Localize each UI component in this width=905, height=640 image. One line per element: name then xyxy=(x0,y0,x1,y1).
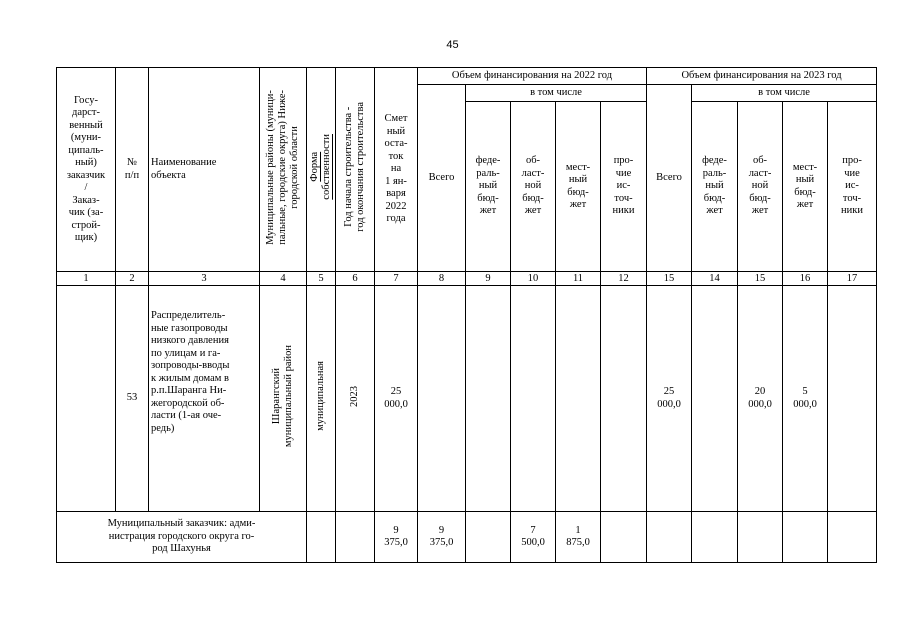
row-years-text: 2023 xyxy=(349,385,360,407)
header-fin-2022: Объем финансирования на 2022 год xyxy=(418,68,647,85)
row-ownership xyxy=(307,286,336,512)
col-num: 4 xyxy=(260,272,307,286)
header-districts xyxy=(260,68,307,272)
row-other-2022 xyxy=(601,286,647,512)
row-years xyxy=(336,286,375,512)
header-estimate: Смет ный оста- ток на 1 ян- варя 2022 года xyxy=(375,68,418,272)
header-object-name: Наименование объекта xyxy=(149,68,260,272)
col-num: 12 xyxy=(601,272,647,286)
header-districts-text: Муниципальные районы (муници- пальные, городские округа) Ниже- городской области xyxy=(265,89,300,245)
header-including-2022: в том числе xyxy=(466,85,647,102)
header-ownership-text: Форма собственности xyxy=(309,134,332,201)
summary-regional-2022: 7 500,0 xyxy=(511,512,556,563)
col-num: 6 xyxy=(336,272,375,286)
row-district-text: Шарангский муниципальный район xyxy=(271,345,294,448)
header-num: № п/п xyxy=(116,68,149,272)
col-num: 2 xyxy=(116,272,149,286)
header-total-2023: Всего xyxy=(647,85,692,272)
header-regional-2022: об- ласт- ной бюд- жет xyxy=(511,102,556,272)
header-local-2023: мест- ный бюд- жет xyxy=(783,102,828,272)
row-local-2023: 5 000,0 xyxy=(783,286,828,512)
summary-other-2022 xyxy=(601,512,647,563)
header-fin-2023: Объем финансирования на 2023 год xyxy=(647,68,877,85)
col-num: 9 xyxy=(466,272,511,286)
row-customer xyxy=(57,286,116,512)
column-number-row xyxy=(57,272,877,286)
header-row-1 xyxy=(57,68,877,85)
header-regional-2023: об- ласт- ной бюд- жет xyxy=(738,102,783,272)
header-federal-2023: феде- раль- ный бюд- жет xyxy=(692,102,738,272)
header-total-2022: Всего xyxy=(418,85,466,272)
financing-table xyxy=(56,67,877,563)
row-total-2022 xyxy=(418,286,466,512)
summary-federal-2023 xyxy=(692,512,738,563)
header-customer: Госу- дарст- венный (муни- ципаль- ный) заказчик / Заказ- чик (за- строй- щик) xyxy=(57,68,116,272)
summary-estimate: 9 375,0 xyxy=(375,512,418,563)
table-row xyxy=(57,286,877,512)
summary-other-2023 xyxy=(828,512,877,563)
header-other-2022: про- чие ис- точ- ники xyxy=(601,102,647,272)
row-ownership-text: муниципальная xyxy=(315,361,326,432)
col-num: 1 xyxy=(57,272,116,286)
summary-federal-2022 xyxy=(466,512,511,563)
summary-ownership xyxy=(307,512,336,563)
row-regional-2022 xyxy=(511,286,556,512)
summary-years xyxy=(336,512,375,563)
summary-local-2023 xyxy=(783,512,828,563)
col-num: 15 xyxy=(738,272,783,286)
row-estimate: 25 000,0 xyxy=(375,286,418,512)
summary-total-2023 xyxy=(647,512,692,563)
header-other-2023: про- чие ис- точ- ники xyxy=(828,102,877,272)
col-num: 15 xyxy=(647,272,692,286)
summary-regional-2023 xyxy=(738,512,783,563)
col-num: 8 xyxy=(418,272,466,286)
row-federal-2022 xyxy=(466,286,511,512)
header-years xyxy=(336,68,375,272)
row-local-2022 xyxy=(556,286,601,512)
header-federal-2022: феде- раль- ный бюд- жет xyxy=(466,102,511,272)
header-years-text: Год начала строительства - год окончания строительства xyxy=(343,102,366,233)
col-num: 16 xyxy=(783,272,828,286)
col-num: 7 xyxy=(375,272,418,286)
page-number: 45 xyxy=(446,39,459,51)
row-num: 53 xyxy=(116,286,149,512)
summary-label: Муниципальный заказчик: адми- нистрация городского округа го- род Шахунья xyxy=(57,512,307,563)
row-object: Распределитель- ные газопроводы низкого давления по улицам и га- зопроводы-вводы к жилым домам в р.п.Шаранга Ни- жегородской об- ласти (1-ая оче- редь) xyxy=(149,286,260,512)
col-num: 5 xyxy=(307,272,336,286)
row-regional-2023: 20 000,0 xyxy=(738,286,783,512)
header-ownership xyxy=(307,68,336,272)
row-total-2023: 25 000,0 xyxy=(647,286,692,512)
summary-row xyxy=(57,512,877,563)
col-num: 3 xyxy=(149,272,260,286)
col-num: 11 xyxy=(556,272,601,286)
col-num: 17 xyxy=(828,272,877,286)
summary-local-2022: 1 875,0 xyxy=(556,512,601,563)
row-federal-2023 xyxy=(692,286,738,512)
summary-total-2022: 9 375,0 xyxy=(418,512,466,563)
col-num: 10 xyxy=(511,272,556,286)
header-local-2022: мест- ный бюд- жет xyxy=(556,102,601,272)
col-num: 14 xyxy=(692,272,738,286)
row-district xyxy=(260,286,307,512)
row-other-2023 xyxy=(828,286,877,512)
header-including-2023: в том числе xyxy=(692,85,877,102)
